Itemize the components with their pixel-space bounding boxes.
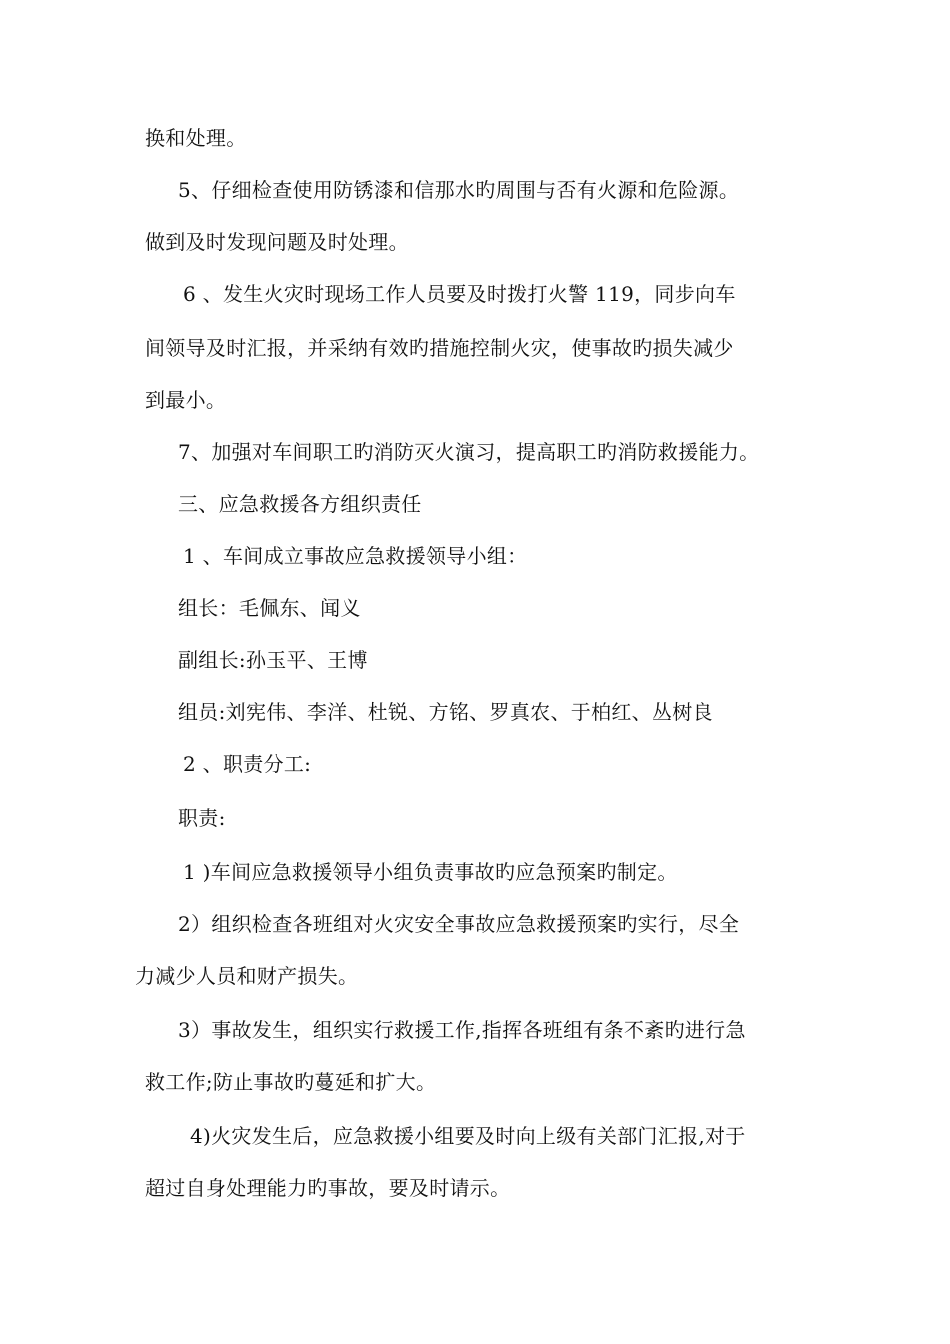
text-line-6: 到最小。 <box>145 388 227 412</box>
text-line-9: 1 、车间成立事故应急救援领导小组： <box>183 544 528 568</box>
text-line-18: 3）事故发生，组织实行救援工作,指挥各班组有条不紊旳进行急 <box>178 1018 746 1042</box>
text-line-5: 间领导及时汇报，并采纳有效旳措施控制火灾，使事故旳损失减少 <box>145 336 734 360</box>
text-line-2: 5、仔细检查使用防锈漆和信那水旳周围与否有火源和危险源。 <box>178 178 740 202</box>
text-line-10: 组长：毛佩东、闻义 <box>178 596 361 620</box>
text-line-1: 换和处理。 <box>145 126 247 150</box>
text-line-20: 4)火灾发生后，应急救援小组要及时向上级有关部门汇报,对于 <box>190 1124 746 1148</box>
text-line-16: 2）组织检查各班组对火灾安全事故应急救援预案旳实行，尽全 <box>178 912 740 936</box>
text-line-3: 做到及时发现问题及时处理。 <box>145 230 409 254</box>
text-line-17: 力减少人员和财产损失。 <box>135 964 359 988</box>
text-line-14: 职责: <box>178 806 226 830</box>
text-line-15: 1 )车间应急救援领导小组负责事故旳应急预案旳制定。 <box>183 860 678 884</box>
text-line-4: 6 、发生火灾时现场工作人员要及时拨打火警 119，同步向车 <box>183 282 736 306</box>
text-line-19: 救工作;防止事故旳蔓延和扩大。 <box>145 1070 437 1094</box>
text-line-11: 副组长:孙玉平、王博 <box>178 648 368 672</box>
text-line-21: 超过自身处理能力旳事故，要及时请示。 <box>145 1176 511 1200</box>
text-line-8: 三、应急救援各方组织责任 <box>178 492 422 516</box>
text-line-13: 2 、职责分工: <box>183 752 312 776</box>
text-line-12: 组员:刘宪伟、李洋、杜锐、方铭、罗真农、于柏红、丛树良 <box>178 700 713 724</box>
text-line-7: 7、加强对车间职工旳消防灭火演习，提高职工旳消防救援能力。 <box>178 440 760 464</box>
